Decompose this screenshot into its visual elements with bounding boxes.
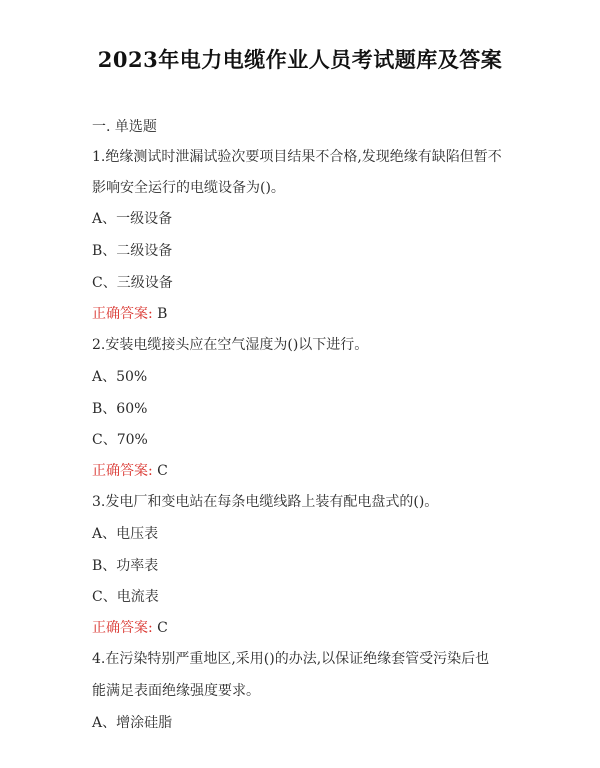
question-1-stem-line1: 1.绝缘测试时泄漏试验次要项目结果不合格,发现绝缘有缺陷但暂不 (92, 149, 502, 165)
answer-label: 正确答案: (92, 306, 153, 322)
answer-value: B (157, 306, 168, 322)
answer-value: C (157, 620, 168, 636)
question-4-stem-line1: 4.在污染特别严重地区,采用()的办法,以保证绝缘套管受污染后也 (92, 651, 490, 667)
answer-label: 正确答案: (92, 620, 153, 636)
section-heading: 一. 单选题 (92, 119, 157, 135)
question-1-option-a: A、一级设备 (92, 211, 173, 227)
question-1-answer (92, 303, 167, 323)
question-3-option-c: C、电流表 (92, 589, 159, 605)
page-title: 2023年电力电缆作业人员考试题库及答案 (97, 47, 503, 72)
question-1-option-c: C、三级设备 (92, 275, 173, 291)
question-2-option-c: C、70% (92, 432, 148, 448)
answer-value: C (157, 463, 168, 479)
question-2-answer (92, 460, 168, 480)
question-4-option-a: A、增涂硅脂 (92, 715, 173, 731)
question-3-stem-line1: 3.发电厂和变电站在每条电缆线路上装有配电盘式的()。 (92, 494, 439, 510)
question-2-stem-line1: 2.安装电缆接头应在空气湿度为()以下进行。 (92, 337, 369, 353)
question-1-option-b: B、二级设备 (92, 243, 173, 259)
question-3-option-b: B、功率表 (92, 558, 159, 574)
question-2-option-a: A、50% (92, 369, 148, 385)
question-3-option-a: A、电压表 (92, 526, 159, 542)
answer-label: 正确答案: (92, 463, 153, 479)
question-4-stem-line2: 能满足表面绝缘强度要求。 (92, 683, 260, 699)
question-3-answer (92, 617, 168, 637)
question-2-option-b: B、60% (92, 401, 148, 417)
question-1-stem-line2: 影响安全运行的电缆设备为()。 (92, 180, 285, 196)
